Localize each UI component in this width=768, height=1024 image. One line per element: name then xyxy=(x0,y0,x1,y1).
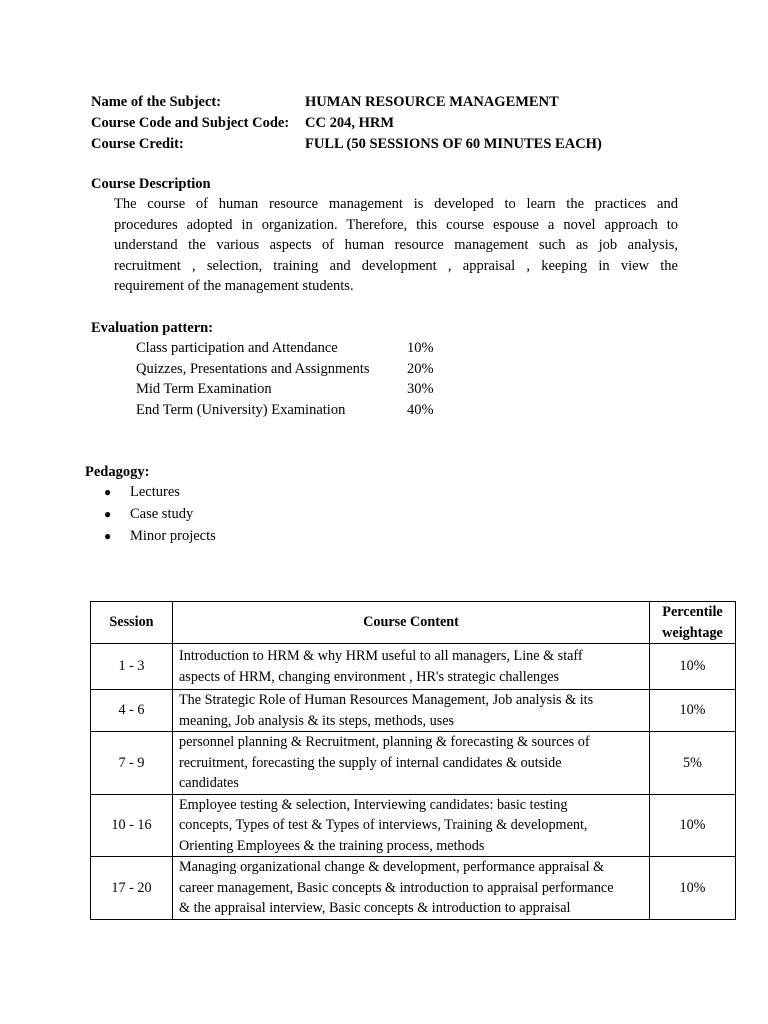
content-line: The Strategic Role of Human Resources Management, Job analysis & its xyxy=(179,692,594,708)
evaluation-heading: Evaluation pattern: xyxy=(91,320,214,336)
subject-info xyxy=(91,92,602,155)
content-cell xyxy=(173,794,650,857)
session-cell: 17 - 20 xyxy=(91,857,173,920)
content-line: Orienting Employees & the training process, methods xyxy=(179,837,485,854)
evaluation-list xyxy=(136,338,434,420)
content-cell xyxy=(173,690,650,732)
content-line: Managing organizational change & development, performance appraisal & xyxy=(179,859,605,875)
session-table xyxy=(90,601,736,920)
description-line: recruitment , selection, training and development , appraisal , keeping in view the xyxy=(114,257,678,274)
evaluation-value: 20% xyxy=(407,360,434,377)
pedagogy-item-label: Minor projects xyxy=(130,528,216,544)
pedagogy-heading: Pedagogy: xyxy=(85,464,150,480)
course-description-text xyxy=(114,194,678,297)
weightage-header-line: Percentile xyxy=(662,604,723,620)
bullet-icon: ● xyxy=(104,485,112,499)
subject-name-value: HUMAN RESOURCE MANAGEMENT xyxy=(305,94,559,110)
table-row xyxy=(91,857,736,920)
evaluation-item xyxy=(136,338,434,359)
content-line: Introduction to HRM & why HRM useful to all managers, Line & staff xyxy=(179,648,583,664)
table-row xyxy=(91,732,736,795)
description-line: requirement of the management students. xyxy=(114,278,354,294)
list-item xyxy=(104,504,216,526)
content-line: aspects of HRM, changing environment , HR's strategic challenges xyxy=(179,668,560,685)
content-line: concepts, Types of test & Types of interviews, Training & development, xyxy=(179,817,588,833)
pedagogy-item-label: Case study xyxy=(130,506,194,522)
session-cell: 10 - 16 xyxy=(91,794,173,857)
list-item xyxy=(104,526,216,548)
content-line: career management, Basic concepts & introduction to appraisal performance xyxy=(179,879,614,896)
session-column-header: Session xyxy=(91,602,173,644)
table-row xyxy=(91,794,736,857)
content-line: recruitment, forecasting the supply of internal candidates & outside xyxy=(179,754,562,771)
content-line: Employee testing & selection, Interviewing candidates: basic testing xyxy=(179,796,568,813)
course-credit-row xyxy=(91,134,602,155)
weightage-cell: 10% xyxy=(650,690,736,732)
weightage-cell: 10% xyxy=(650,857,736,920)
evaluation-label: Mid Term Examination xyxy=(136,381,272,397)
weightage-cell: 10% xyxy=(650,644,736,690)
content-line: candidates xyxy=(179,775,239,791)
content-line: meaning, Job analysis & its steps, methods, uses xyxy=(179,712,455,729)
course-code-value: CC 204, HRM xyxy=(305,115,395,131)
subject-name-label: Name of the Subject: xyxy=(91,94,222,110)
content-cell xyxy=(173,644,650,690)
course-credit-value: FULL (50 SESSIONS OF 60 MINUTES EACH) xyxy=(305,136,602,152)
description-line: The course of human resource management is developed to learn the practices and xyxy=(114,196,678,212)
pedagogy-item-label: Lectures xyxy=(130,484,180,500)
table-header-row xyxy=(91,602,736,644)
evaluation-label: Quizzes, Presentations and Assignments xyxy=(136,360,370,377)
content-cell xyxy=(173,857,650,920)
bullet-icon: ● xyxy=(104,529,112,543)
weightage-cell: 5% xyxy=(650,732,736,795)
content-cell xyxy=(173,732,650,795)
content-line: & the appraisal interview, Basic concepts & introduction to appraisal xyxy=(179,900,571,916)
evaluation-value: 30% xyxy=(407,381,434,397)
course-description-heading: Course Description xyxy=(91,176,211,192)
weightage-header-line: weightage xyxy=(662,624,723,641)
bullet-icon: ● xyxy=(104,507,112,521)
evaluation-item xyxy=(136,359,434,380)
evaluation-value: 40% xyxy=(407,401,434,418)
session-cell: 4 - 6 xyxy=(91,690,173,732)
weightage-column-header xyxy=(650,602,736,644)
description-line: understand the various aspects of human resource management such as job analysis, xyxy=(114,237,678,253)
weightage-cell: 10% xyxy=(650,794,736,857)
list-item xyxy=(104,482,216,504)
course-code-label: Course Code and Subject Code: xyxy=(91,115,290,131)
course-credit-label: Course Credit: xyxy=(91,136,184,152)
table-row xyxy=(91,690,736,732)
evaluation-label: Class participation and Attendance xyxy=(136,340,338,356)
subject-name-row xyxy=(91,92,602,113)
content-column-header: Course Content xyxy=(173,602,650,644)
evaluation-item xyxy=(136,400,434,421)
course-code-row xyxy=(91,113,602,134)
session-cell: 1 - 3 xyxy=(91,644,173,690)
evaluation-label: End Term (University) Examination xyxy=(136,401,346,418)
evaluation-value: 10% xyxy=(407,340,434,356)
pedagogy-list xyxy=(104,482,216,548)
evaluation-item xyxy=(136,379,434,400)
content-line: personnel planning & Recruitment, planning & forecasting & sources of xyxy=(179,734,590,750)
description-line: procedures adopted in organization. Therefore, this course espouse a novel approach to xyxy=(114,216,678,233)
table-row xyxy=(91,644,736,690)
session-cell: 7 - 9 xyxy=(91,732,173,795)
